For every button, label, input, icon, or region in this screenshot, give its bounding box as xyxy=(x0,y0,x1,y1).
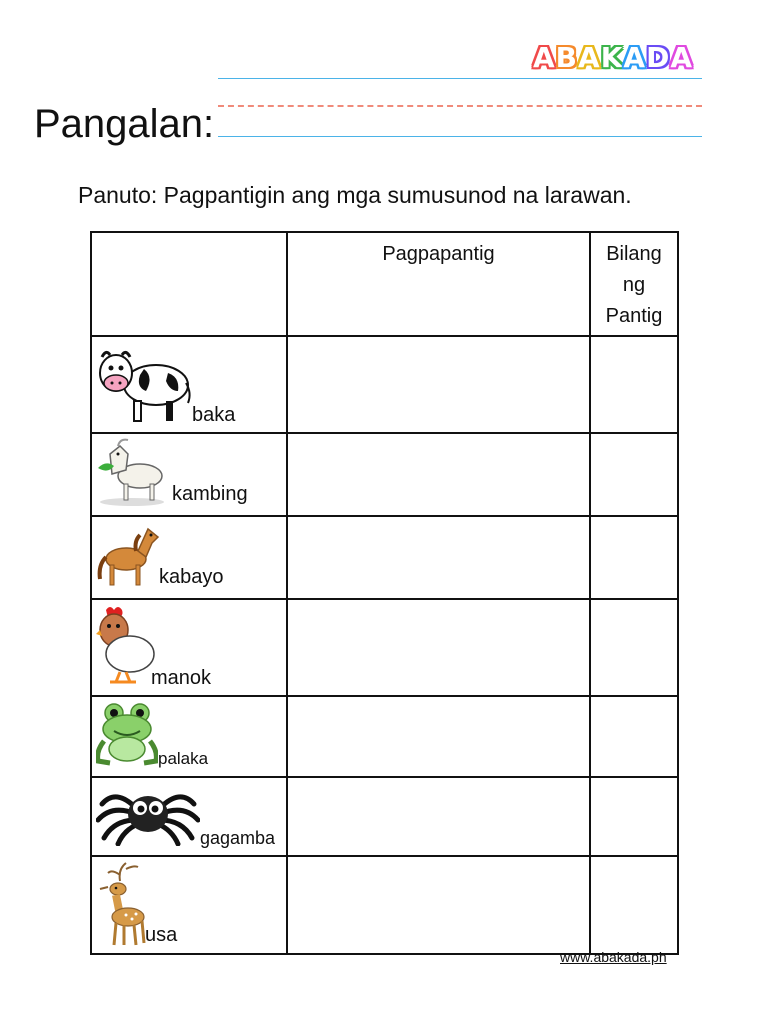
pagpapantig-cell[interactable] xyxy=(287,696,590,777)
picture-cell xyxy=(91,599,287,696)
logo-letter: K xyxy=(600,41,623,74)
name-label: Pangalan: xyxy=(34,102,215,146)
bilang-cell[interactable] xyxy=(590,777,678,856)
picture-cell xyxy=(91,777,287,856)
picture-cell xyxy=(91,336,287,433)
website-link[interactable]: www.abakada.ph xyxy=(560,949,667,965)
logo-letter: A xyxy=(623,41,646,74)
pagpapantig-cell[interactable] xyxy=(287,336,590,433)
header-picture xyxy=(91,232,287,336)
spider-icon xyxy=(96,782,200,846)
table-row xyxy=(91,336,678,433)
bilang-cell[interactable] xyxy=(590,516,678,599)
frog-icon xyxy=(96,701,158,767)
cow-icon xyxy=(96,343,196,425)
bilang-cell[interactable] xyxy=(590,433,678,516)
header-bilang-line: Bilang xyxy=(606,243,662,265)
pagpapantig-cell[interactable] xyxy=(287,433,590,516)
header-bilang-line: Pantig xyxy=(605,305,663,327)
pagpapantig-cell[interactable] xyxy=(287,516,590,599)
logo-letter: A xyxy=(670,41,692,74)
abakada-logo xyxy=(533,40,693,76)
pagpapantig-cell[interactable] xyxy=(287,777,590,856)
picture-cell xyxy=(91,516,287,599)
table-row xyxy=(91,433,678,516)
bilang-cell[interactable] xyxy=(590,336,678,433)
table-row xyxy=(91,599,678,696)
pagpapantig-cell[interactable] xyxy=(287,856,590,954)
word-label: kabayo xyxy=(159,566,224,588)
bilang-cell[interactable] xyxy=(590,599,678,696)
table-row xyxy=(91,516,678,599)
table-row xyxy=(91,777,678,856)
word-label: manok xyxy=(151,667,212,689)
goat-icon xyxy=(96,438,170,508)
logo-letter: A xyxy=(578,41,600,74)
logo-letter: A xyxy=(533,41,555,74)
name-line-middle xyxy=(218,105,702,107)
table-row xyxy=(91,696,678,777)
table-row xyxy=(91,856,678,954)
word-label: kambing xyxy=(172,483,248,505)
header-bilang xyxy=(590,232,678,336)
table-header-row xyxy=(91,232,678,336)
name-line-bottom[interactable] xyxy=(218,136,702,137)
picture-cell xyxy=(91,433,287,516)
bilang-cell[interactable] xyxy=(590,856,678,954)
header-bilang-line: ng xyxy=(622,274,646,296)
syllable-table xyxy=(90,231,679,955)
logo-letter: D xyxy=(646,41,670,74)
pagpapantig-cell[interactable] xyxy=(287,599,590,696)
word-label: palaka xyxy=(158,749,209,768)
instruction-text: Panuto: Pagpantigin ang mga sumusunod na larawan. xyxy=(78,182,632,208)
name-line-top xyxy=(218,78,702,79)
horse-icon xyxy=(96,521,162,591)
word-label: gagamba xyxy=(200,828,276,848)
chicken-icon xyxy=(96,604,156,688)
picture-cell xyxy=(91,696,287,777)
picture-cell xyxy=(91,856,287,954)
word-label: usa xyxy=(145,924,178,946)
word-label: baka xyxy=(192,404,236,426)
bilang-cell[interactable] xyxy=(590,696,678,777)
header-pagpapantig: Pagpapantig xyxy=(287,232,590,336)
deer-icon xyxy=(96,861,148,947)
logo-letter: B xyxy=(555,41,578,74)
